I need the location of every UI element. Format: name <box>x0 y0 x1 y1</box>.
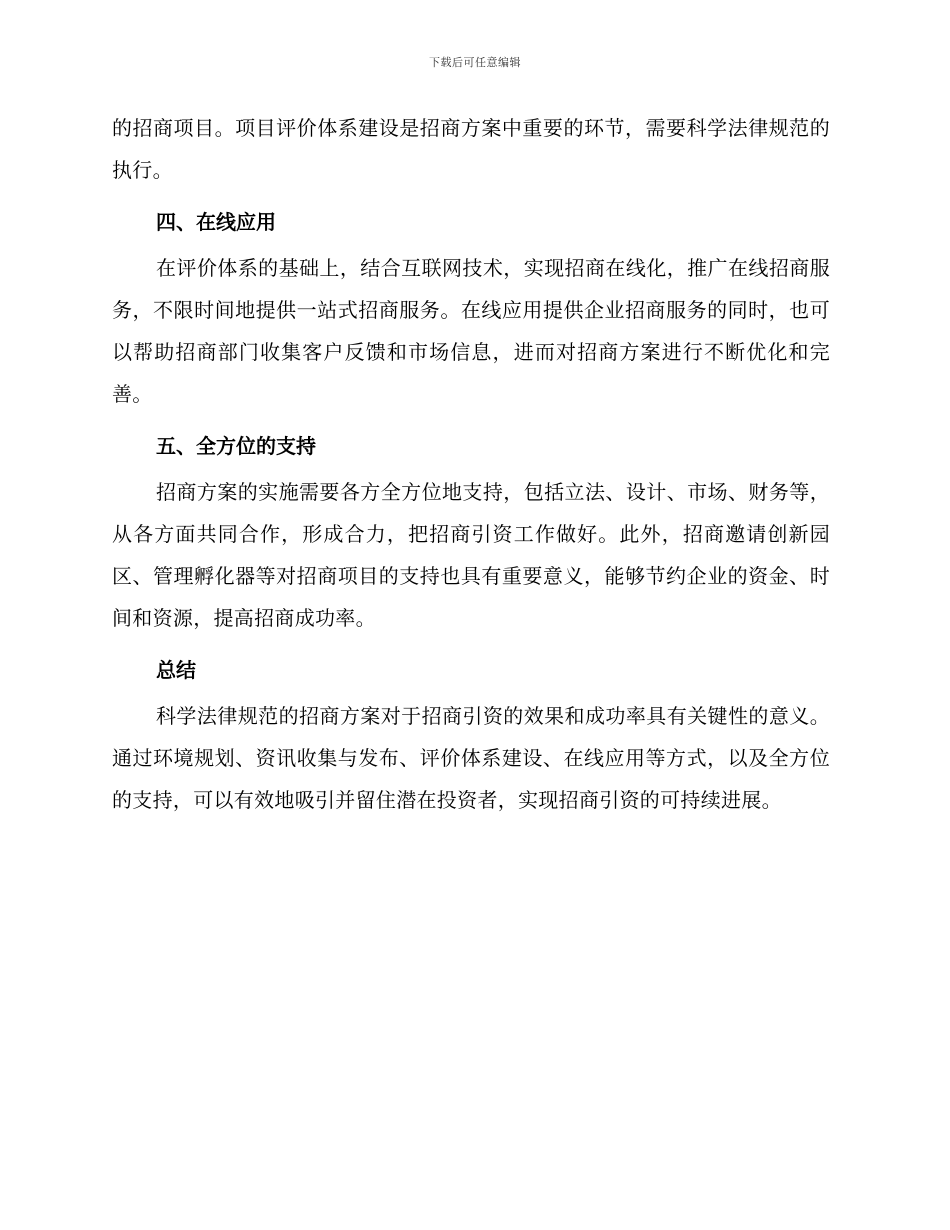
paragraph-all-round-support: 招商方案的实施需要各方全方位地支持，包括立法、设计、市场、财务等，从各方面共同合作，形成合力，把招商引资工作做好。此外，招商邀请创新园区、管理孵化器等对招商项目的支持也具有重要意义，能够节约企业的资金、时间和资源，提高招商成功率。 <box>112 480 830 630</box>
paragraph-summary: 科学法律规范的招商方案对于招商引资的效果和成功率具有关键性的意义。通过环境规划、资讯收集与发布、评价体系建设、在线应用等方式，以及全方位的支持，可以有效地吸引并留住潜在投资者，实现招商引资的可持续进展。 <box>112 704 830 812</box>
page-header: 下载后可任意编辑 <box>429 56 521 69</box>
paragraph-online-application: 在评价体系的基础上，结合互联网技术，实现招商在线化，推广在线招商服务，不限时间地提供一站式招商服务。在线应用提供企业招商服务的同时，也可以帮助招商部门收集客户反馈和市场信息，进而对招商方案进行不断优化和完善。 <box>112 256 830 406</box>
document-body <box>112 107 830 821</box>
section-heading-all-round-support: 五、全方位的支持 <box>156 434 316 458</box>
paragraph-continued: 的招商项目。项目评价体系建设是招商方案中重要的环节，需要科学法律规范的执行。 <box>112 116 830 182</box>
section-heading-summary: 总结 <box>156 658 196 682</box>
section-heading-online-application: 四、在线应用 <box>156 210 276 234</box>
